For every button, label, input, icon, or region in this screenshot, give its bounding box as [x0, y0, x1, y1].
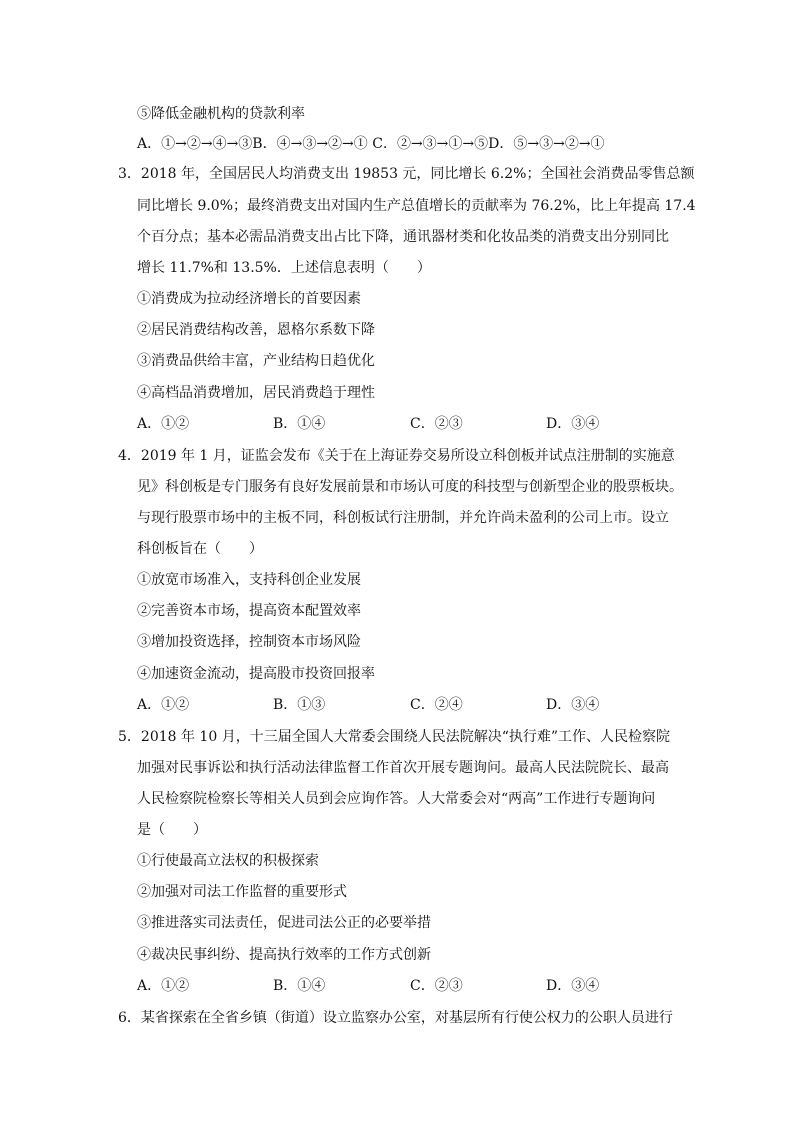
q3-item-3: ③消费品供给丰富，产业结构日趋优化: [137, 353, 375, 369]
q5-item-4: ④裁决民事纠纷、提高执行效率的工作方式创新: [137, 947, 431, 963]
q4-item-2: ②完善资本市场，提高资本配置效率: [137, 603, 361, 619]
q5-option-b: B．①④: [273, 978, 326, 994]
q3-option-d: D．③④: [546, 416, 600, 432]
q3-stem-line: 同比增长 9.0%；最终消费支出对国内生产总值增长的贡献率为 76.2%，比上年提高 17.4: [137, 198, 696, 214]
q2-item-5: ⑤降低金融机构的贷款利率: [137, 106, 305, 122]
q3-stem-line: 个百分点；基本必需品消费支出占比下降，通讯器材类和化妆品类的消费支出分别同比: [137, 229, 669, 245]
q5-item-1: ①行使最高立法权的积极探索: [137, 853, 319, 869]
q5-option-d: D．③④: [546, 978, 600, 994]
q4-option-c: C．②④: [410, 697, 463, 713]
q4-stem-line: 科创板旨在（ ）: [137, 541, 263, 557]
q4-option-a: A．①②: [137, 697, 190, 713]
q4-stem-line: 与现行股票市场中的主板不同，科创板试行注册制，并允许尚未盈利的公司上市。设立: [137, 510, 669, 526]
q4-item-3: ③增加投资选择，控制资本市场风险: [137, 634, 361, 650]
q4-option-d: D．③④: [546, 697, 600, 713]
q3-stem-line: 增长 11.7%和 13.5%．上述信息表明（ ）: [137, 260, 431, 276]
q4-item-1: ①放宽市场准入，支持科创企业发展: [137, 572, 361, 588]
q6-stem-line: 6．某省探索在全省乡镇（街道）设立监察办公室，对基层所有行使公权力的公职人员进行: [118, 1010, 673, 1026]
q4-stem-line: 4．2019 年 1 月，证监会发布《关于在上海证券交易所设立科创板并试点注册制的实施意: [118, 448, 675, 464]
q5-stem-line: 5．2018 年 10 月，十三届全国人大常委会围绕人民法院解决“执行难”工作、人民检察院: [118, 729, 671, 745]
q3-option-a: A．①②: [137, 416, 190, 432]
q4-stem-line: 见》科创板是专门服务有良好发展前景和市场认可度的科技型与创新型企业的股票板块。: [137, 479, 683, 495]
q5-option-c: C．②③: [410, 978, 463, 994]
q5-stem-line: 人民检察院检察长等相关人员到会应询作答。人大常委会对“两高”工作进行专题询问: [137, 791, 656, 807]
q3-item-2: ②居民消费结构改善，恩格尔系数下降: [137, 322, 375, 338]
q3-stem-line: 3．2018 年，全国居民人均消费支出 19853 元，同比增长 6.2%；全国社会消费品零售总额: [118, 166, 695, 182]
q5-option-a: A．①②: [137, 978, 190, 994]
q5-item-2: ②加强对司法工作监督的重要形式: [137, 884, 347, 900]
q5-stem-line: 是（ ）: [137, 822, 207, 838]
q2-options: A．①→②→④→③B．④→③→②→① C．②→③→①→⑤D．⑤→③→②→①: [137, 136, 605, 152]
q3-item-4: ④高档品消费增加，居民消费趋于理性: [137, 385, 375, 401]
q5-item-3: ③推进落实司法责任，促进司法公正的必要举措: [137, 915, 431, 931]
q4-option-b: B．①③: [273, 697, 326, 713]
q5-stem-line: 加强对民事诉讼和执行活动法律监督工作首次开展专题询问。最高人民法院院长、最高: [137, 760, 669, 776]
q3-option-b: B．①④: [273, 416, 326, 432]
q3-option-c: C．②③: [410, 416, 463, 432]
q4-item-4: ④加速资金流动，提高股市投资回报率: [137, 666, 375, 682]
q3-item-1: ①消费成为拉动经济增长的首要因素: [137, 291, 361, 307]
